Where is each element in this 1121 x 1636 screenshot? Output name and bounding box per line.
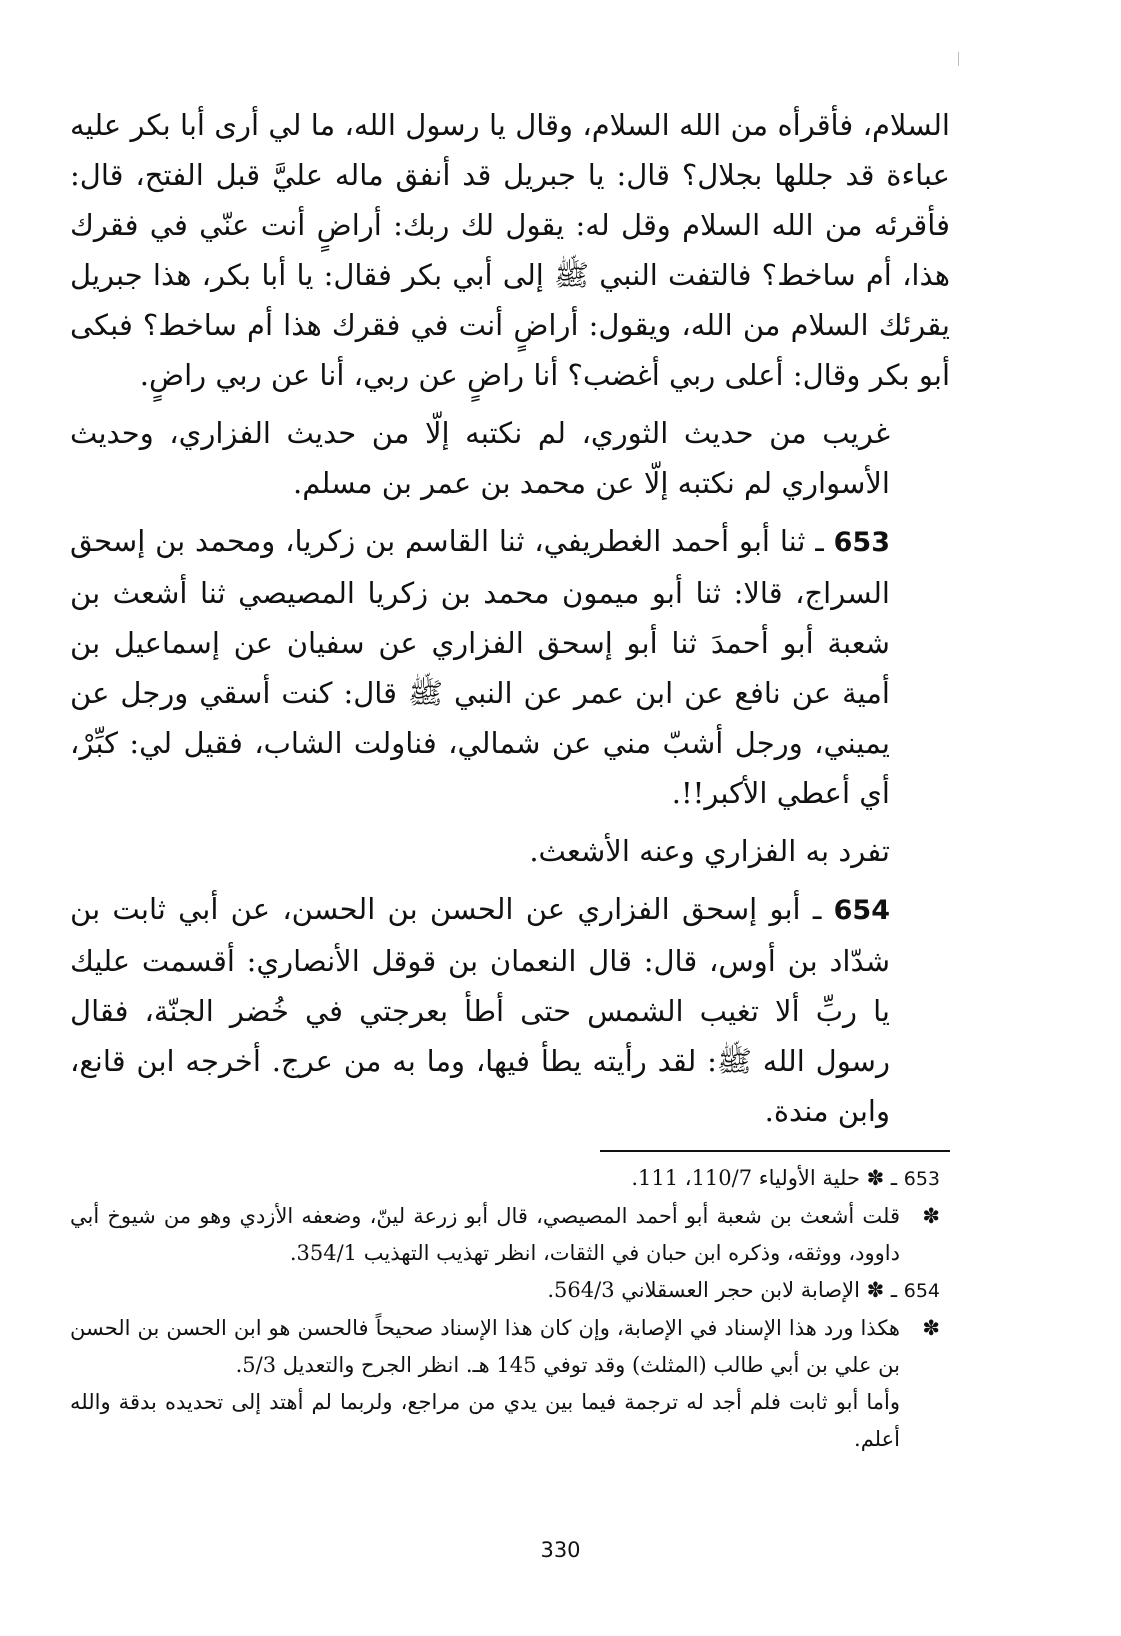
- footnote-text: ـ ✽ الإصابة لابن حجر العسقلاني 564/3.: [547, 1278, 898, 1302]
- book-page: [70, 100, 950, 1600]
- footnote-number: 653: [903, 1168, 940, 1190]
- hadith-number: 653: [833, 527, 890, 558]
- hadith-653: [70, 516, 950, 818]
- paragraph-commentary: تفرد به الفزاري وعنه الأشعث.: [529, 834, 890, 868]
- main-text: [70, 100, 950, 1136]
- footnote-653: [70, 1160, 940, 1198]
- hadith-text: ـ أبو إسحق الفزاري عن الحسن بن الحسن، عن أبي ثابت بن شدّاد بن أوس، قال: قال النعمان بن قوقل الأنصاري: أقسمت عليك يا ربِّ ألا تغيب الشمس حتى أطأ بعرجتي في خُضر الجنّة، فقال رسول الله ﷺ: لقد رأيته يطأ فيها، وما به من عرج. أخرجه ابن قانع، وابن مندة.: [70, 892, 890, 1128]
- scan-edge-mark: [958, 52, 959, 66]
- hadith-654: [70, 884, 950, 1136]
- page-number: 330: [540, 1538, 581, 1562]
- footnotes: [70, 1160, 950, 1458]
- footnote-item: [70, 1310, 940, 1384]
- footnote-number: 654: [903, 1280, 940, 1302]
- asterisk-icon: ✽: [922, 1316, 940, 1340]
- asterisk-icon: ✽: [922, 1204, 940, 1228]
- paragraph-continuation: السلام، فأقرأه من الله السلام، وقال يا رسول الله، ما لي أرى أبا بكر عليه عباءة قد جللها بجلال؟ قال: يا جبريل قد أنفق ماله عليَّ قبل الفتح، قال: فأقرئه من الله السلام وقل له: يقول لك ربك: أراضٍ أنت عنّي في فقرك هذا، أم ساخط؟ فالتفت النبي ﷺ إلى أبي بكر فقال: يا أبا بكر، هذا جبريل يقرئك السلام من الله، ويقول: أراضٍ أنت في فقرك هذا أم ساخط؟ فبكى أبو بكر وقال: أعلى ربي أغضب؟ أنا راضٍ عن ربي، أنا عن ربي راضٍ.: [70, 108, 950, 392]
- footnote-text: هكذا ورد هذا الإسناد في الإصابة، وإن كان هذا الإسناد صحيحاً فالحسن هو ابن الحسن بن الحسن بن علي بن أبي طالب (المثلث) وقد توفي 145 هـ. انظر الجرح والتعديل 5/3.: [70, 1316, 900, 1377]
- footnote-text: ـ ✽ حلية الأولياء 110/7، 111.: [631, 1166, 898, 1190]
- footnote-divider: [600, 1150, 950, 1152]
- footnote-item: [70, 1198, 940, 1272]
- footnote-text: قلت أشعث بن شعبة أبو أحمد المصيصي، قال أبو زرعة لينّ، وضعفه الأزدي وهو من شيوخ أبي داوود، ووثقه، وذكره ابن حبان في الثقات، انظر تهذيب التهذيب 354/1.: [70, 1204, 900, 1265]
- footnote-item: وأما أبو ثابت فلم أجد له ترجمة فيما بين يدي من مراجع، ولربما لم أهتد إلى تحديده بدقة والله أعلم.: [70, 1390, 900, 1451]
- footnote-654: [70, 1272, 940, 1310]
- hadith-text: ـ ثنا أبو أحمد الغطريفي، ثنا القاسم بن زكريا، ومحمد بن إسحق السراج، قالا: ثنا أبو ميمون محمد بن زكريا المصيصي ثنا أشعث بن شعبة أبو أحمدَ ثنا أبو إسحق الفزاري عن سفيان عن إسماعيل بن أمية عن نافع عن ابن عمر عن النبي ﷺ قال: كنت أسقي ورجل عن يميني، ورجل أشبّ مني عن شمالي، فناولت الشاب، فقيل لي: كبِّرْ، أي أعطي الأكبر!!.: [70, 524, 890, 810]
- hadith-number: 654: [833, 895, 890, 926]
- paragraph-commentary: غريب من حديث الثوري، لم نكتبه إلّا من حديث الفزاري، وحديث الأسواري لم نكتبه إلّا عن محمد بن عمر بن مسلم.: [70, 416, 890, 500]
